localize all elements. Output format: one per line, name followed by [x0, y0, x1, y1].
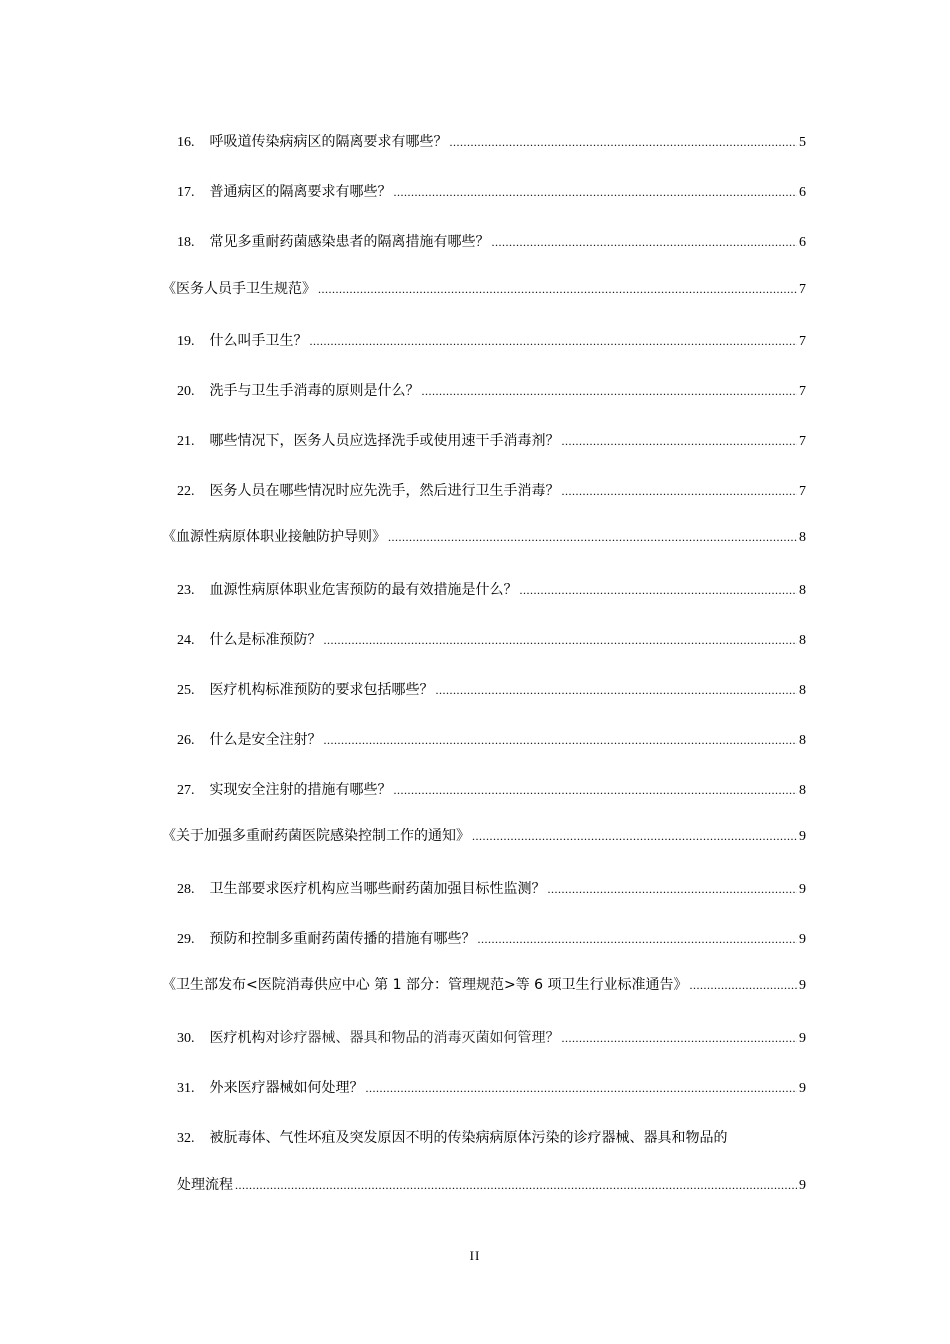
entry-title: 实现安全注射的措施有哪些？ [209, 782, 392, 798]
toc-entry-17[interactable] [177, 180, 806, 204]
section-page-number: 8 [799, 530, 806, 545]
entry-title: 预防和控制多重耐药菌传播的措施有哪些？ [209, 931, 476, 947]
entry-number: 31. [177, 1081, 195, 1096]
entry-title-line-2: 处理流程 [177, 1177, 233, 1193]
entry-number: 18. [177, 235, 195, 250]
dot-leader [562, 1026, 798, 1050]
entry-title: 医疗机构标准预防的要求包括哪些？ [209, 682, 434, 698]
entry-page-number: 9 [799, 1081, 806, 1096]
dot-leader [562, 429, 798, 453]
dot-leader [394, 180, 798, 204]
entry-title: 常见多重耐药菌感染患者的隔离措施有哪些？ [209, 234, 490, 250]
toc-entry-22[interactable] [177, 479, 806, 503]
entry-number: 27. [177, 783, 195, 798]
entry-page-number: 7 [799, 434, 806, 449]
entry-page-number: 7 [799, 334, 806, 349]
entry-page-number: 9 [799, 882, 806, 897]
entry-page-number: 5 [799, 135, 806, 150]
entry-number: 29. [177, 932, 195, 947]
page-footer-number: II [469, 1248, 481, 1263]
section-title: 《卫生部发布<医院消毒供应中心 第 1 部分：管理规范>等 6 项卫生行业标准通告》 [162, 977, 688, 993]
entry-title: 哪些情况下，医务人员应选择洗手或使用速干手消毒剂？ [209, 433, 560, 449]
toc-entry-18[interactable] [177, 230, 806, 254]
entry-page-number: 9 [799, 1178, 806, 1193]
entry-title: 什么叫手卫生？ [209, 333, 308, 349]
section-page-number: 7 [799, 282, 806, 297]
toc-section-hand-hygiene[interactable] [162, 277, 806, 301]
dot-leader [388, 525, 797, 549]
toc-entry-16[interactable] [177, 130, 806, 154]
entry-number: 20. [177, 384, 195, 399]
toc-entry-20[interactable] [177, 379, 806, 403]
entry-title: 医务人员在哪些情况时应先洗手，然后进行卫生手消毒？ [209, 483, 560, 499]
entry-title: 卫生部要求医疗机构应当哪些耐药菌加强目标性监测？ [209, 881, 546, 897]
dot-leader [422, 379, 798, 403]
toc-entry-23[interactable] [177, 578, 806, 602]
toc-entry-25[interactable] [177, 678, 806, 702]
entry-number: 17. [177, 185, 195, 200]
entry-number: 26. [177, 733, 195, 748]
entry-title [210, 1026, 560, 1050]
entry-page-number: 8 [799, 733, 806, 748]
dot-leader [478, 927, 798, 951]
toc-entry-26[interactable] [177, 728, 806, 752]
toc-entry-24[interactable] [177, 628, 806, 652]
toc-section-bloodborne[interactable] [162, 525, 806, 549]
toc-entry-19[interactable] [177, 329, 806, 353]
entry-title-part-b: 诊疗器械、器具和物品的消毒灭菌如何管理？ [279, 1030, 560, 1046]
dot-leader [310, 329, 798, 353]
entry-title: 普通病区的隔离要求有哪些？ [209, 184, 392, 200]
entry-number: 25. [177, 683, 195, 698]
entry-page-number: 8 [799, 583, 806, 598]
section-title: 《医务人员手卫生规范》 [162, 281, 316, 297]
entry-number: 19. [177, 334, 195, 349]
toc-section-sterile-supply-notice[interactable] [162, 973, 806, 997]
toc-entry-27[interactable] [177, 778, 806, 802]
toc-entry-21[interactable] [177, 429, 806, 453]
section-title: 《血源性病原体职业接触防护导则》 [162, 529, 386, 545]
dot-leader [324, 728, 798, 752]
entry-title: 血源性病原体职业危害预防的最有效措施是什么？ [209, 582, 518, 598]
toc-entry-29[interactable] [177, 927, 806, 951]
toc-entry-32[interactable] [177, 1126, 806, 1150]
section-page-number: 9 [799, 829, 806, 844]
dot-leader [548, 877, 798, 901]
entry-number: 23. [177, 583, 195, 598]
entry-title: 洗手与卫生手消毒的原则是什么？ [209, 383, 420, 399]
section-page-number: 9 [799, 978, 806, 993]
entry-title: 外来医疗器械如何处理？ [209, 1080, 364, 1096]
toc-entry-31[interactable] [177, 1076, 806, 1100]
entry-title: 什么是标准预防？ [209, 632, 322, 648]
dot-leader [324, 628, 798, 652]
dot-leader [366, 1076, 798, 1100]
entry-title: 什么是安全注射？ [209, 732, 322, 748]
entry-page-number: 9 [799, 932, 806, 947]
toc-section-mdro-notice[interactable] [162, 824, 806, 848]
entry-page-number: 6 [799, 235, 806, 250]
dot-leader [492, 230, 798, 254]
dot-leader [394, 778, 798, 802]
entry-number: 24. [177, 633, 195, 648]
entry-page-number: 6 [799, 185, 806, 200]
entry-number: 22. [177, 484, 195, 499]
entry-number: 16. [177, 135, 195, 150]
entry-number: 28. [177, 882, 195, 897]
dot-leader [690, 973, 797, 997]
dot-leader [235, 1173, 797, 1197]
dot-leader [450, 130, 798, 154]
toc-entry-28[interactable] [177, 877, 806, 901]
entry-page-number: 8 [799, 683, 806, 698]
dot-leader [472, 824, 797, 848]
entry-title-line-1: 被朊毒体、气性坏疽及突发原因不明的传染病病原体污染的诊疗器械、器具和物品的 [209, 1130, 728, 1146]
dot-leader [318, 277, 797, 301]
toc-entry-30[interactable] [177, 1026, 806, 1050]
section-title: 《关于加强多重耐药菌医院感染控制工作的通知》 [162, 828, 470, 844]
dot-leader [562, 479, 798, 503]
entry-page-number: 8 [799, 633, 806, 648]
entry-page-number: 9 [799, 1031, 806, 1046]
entry-title: 呼吸道传染病病区的隔离要求有哪些？ [209, 134, 448, 150]
entry-number: 32. [177, 1131, 195, 1146]
entry-number: 21. [177, 434, 195, 449]
entry-page-number: 8 [799, 783, 806, 798]
entry-page-number: 7 [799, 484, 806, 499]
entry-page-number: 7 [799, 384, 806, 399]
dot-leader [436, 678, 798, 702]
dot-leader [520, 578, 798, 602]
entry-number: 30. [177, 1031, 195, 1046]
toc-entry-32-continuation[interactable] [177, 1173, 806, 1197]
entry-title-part-a: 医疗机构对 [209, 1030, 280, 1046]
